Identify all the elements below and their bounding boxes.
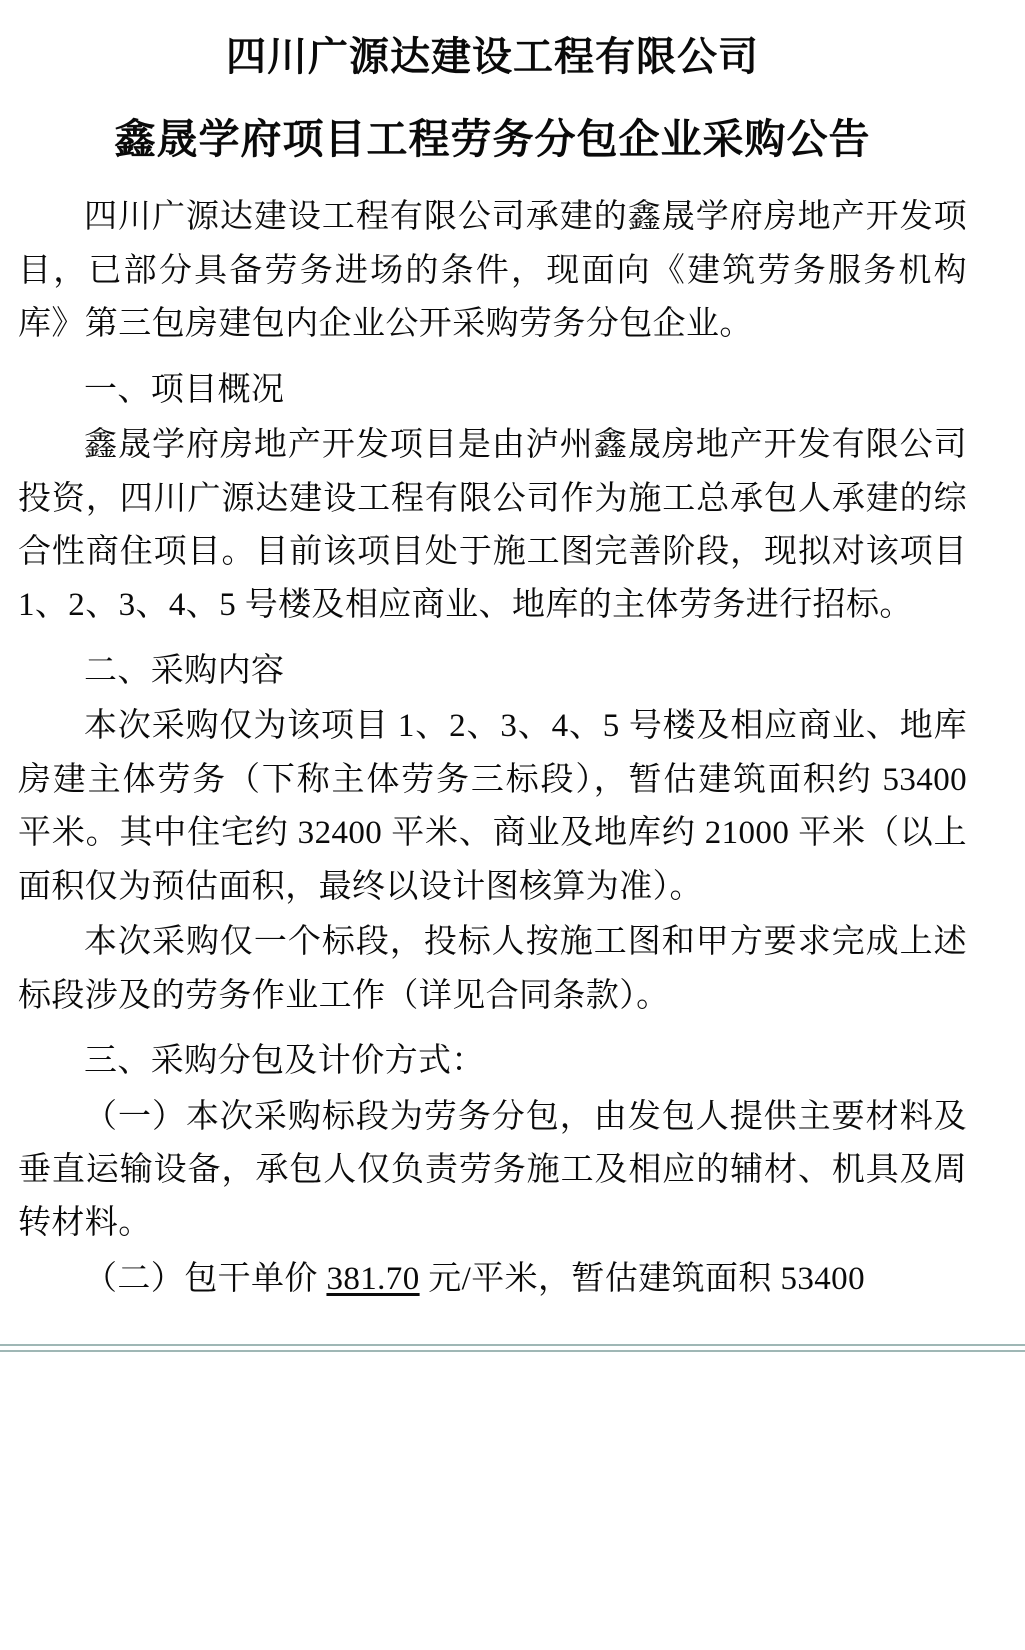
section-1-paragraph-1: 鑫晟学府房地产开发项目是由泸州鑫晟房地产开发有限公司投资，四川广源达建设工程有限公司作为施工总承包人承建的综合性商住项目。目前该项目处于施工图完善阶段，现拟对该项目 1、2、3、4、5 号楼及相应商业、地库的主体劳务进行招标。 xyxy=(18,427,967,624)
page-title-announcement: 鑫晟学府项目工程劳务分包企业采购公告 xyxy=(114,116,871,162)
document-body xyxy=(18,191,967,1306)
section-heading-3: 三、采购分包及计价方式： xyxy=(84,1043,485,1080)
section-heading-2: 二、采购内容 xyxy=(84,652,285,689)
unit-price-suffix: 元/平米，暂估建筑面积 53400 xyxy=(419,1260,865,1297)
section-2-paragraph-2: 本次采购仅一个标段，投标人按施工图和甲方要求完成上述标段涉及的劳务作业工作（详见合同条款）。 xyxy=(18,924,967,1014)
section-heading-1: 一、项目概况 xyxy=(84,371,285,408)
unit-price-prefix: （二）包干单价 xyxy=(84,1260,327,1297)
page-title-company: 四川广源达建设工程有限公司 xyxy=(226,34,759,79)
unit-price-value: 381.70 xyxy=(326,1260,420,1297)
page-divider-line-bottom xyxy=(0,1350,1025,1352)
section-3-paragraph-2 xyxy=(18,1253,967,1306)
intro-paragraph: 四川广源达建设工程有限公司承建的鑫晟学府房地产开发项目，已部分具备劳务进场的条件，现面向《建筑劳务服务机构库》第三包房建包内企业公开采购劳务分包企业。 xyxy=(18,199,967,343)
section-3-paragraph-1: （一）本次采购标段为劳务分包，由发包人提供主要材料及垂直运输设备，承包人仅负责劳务施工及相应的辅材、机具及周转材料。 xyxy=(18,1098,967,1242)
section-2-paragraph-1: 本次采购仅为该项目 1、2、3、4、5 号楼及相应商业、地库房建主体劳务（下称主体劳务三标段），暂估建筑面积约 53400 平米。其中住宅约 32400 平米、商业及地库约 21000 平米（以上面积仅为预估面积，最终以设计图核算为准）。 xyxy=(18,708,967,905)
page-divider-line-top xyxy=(0,1344,1025,1346)
